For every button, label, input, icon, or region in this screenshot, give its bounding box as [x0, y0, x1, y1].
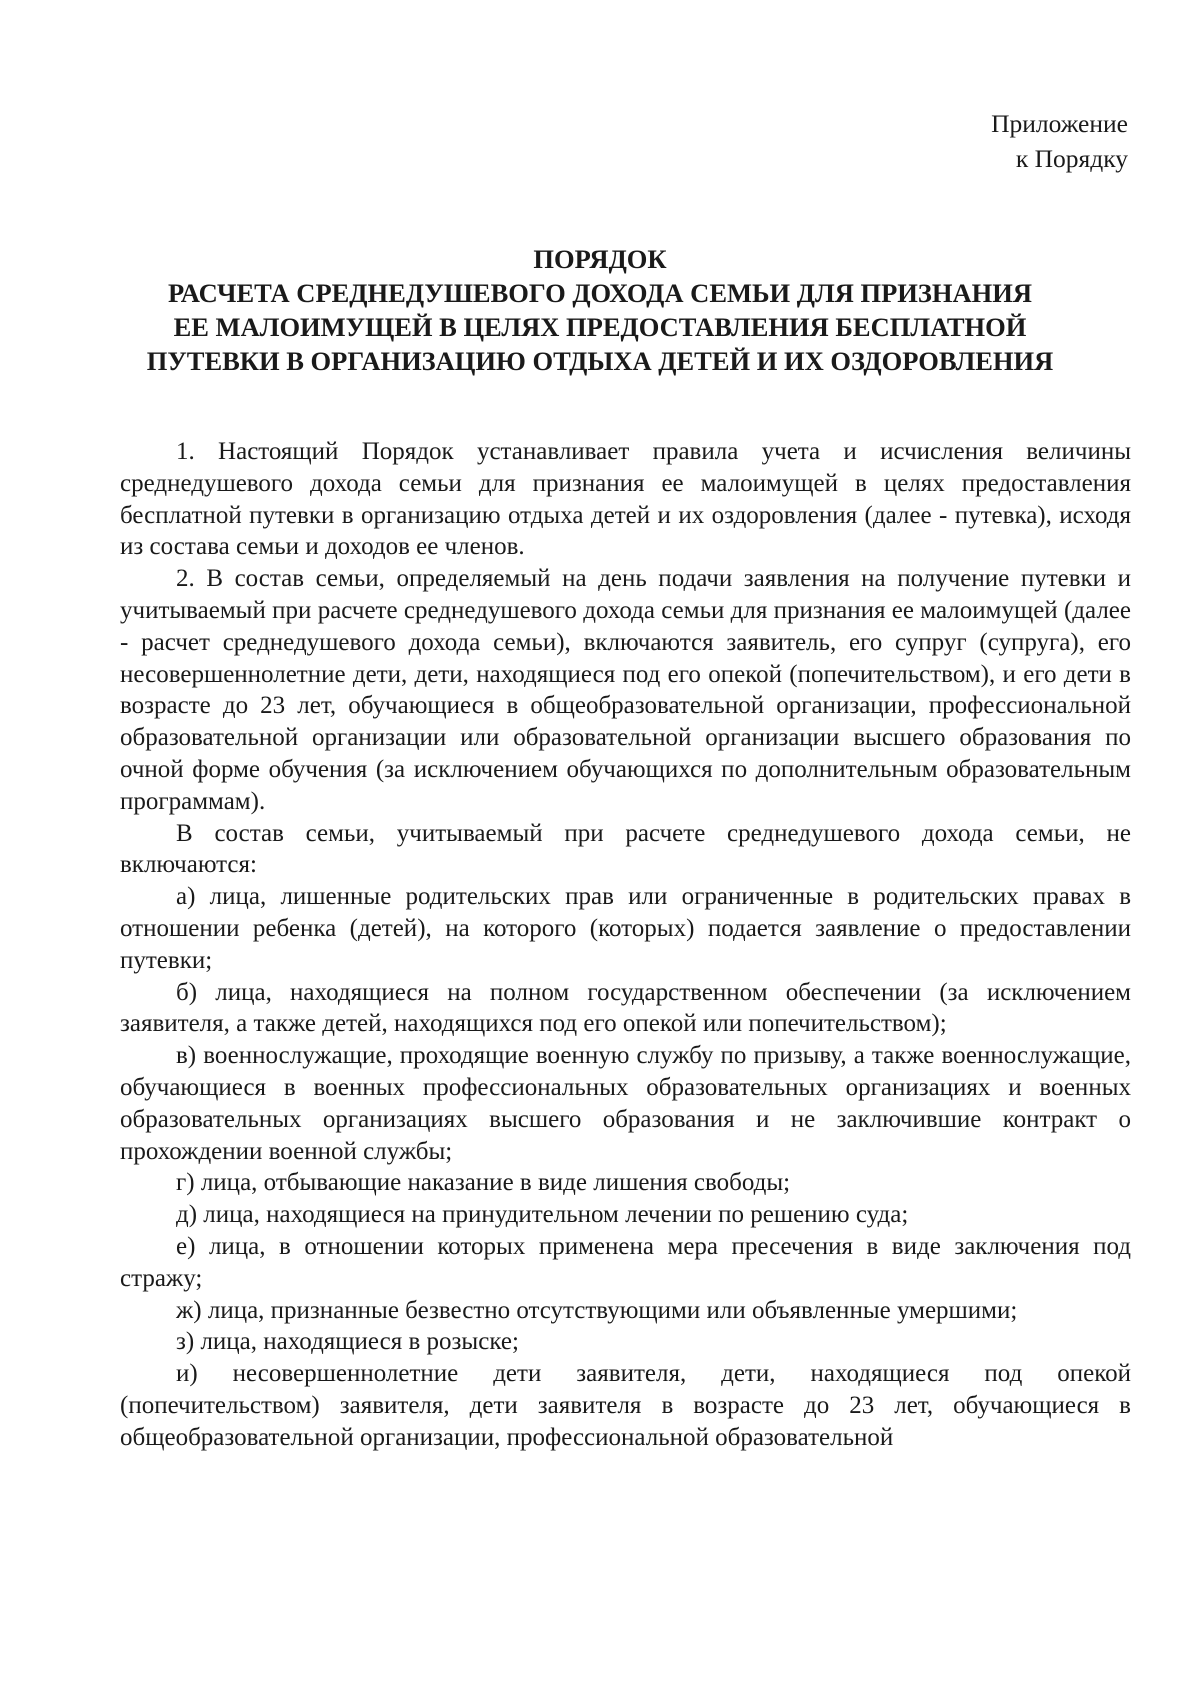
title-line-1: ПОРЯДОК	[533, 244, 667, 274]
title-line-4: ПУТЕВКИ В ОРГАНИЗАЦИЮ ОТДЫХА ДЕТЕЙ И ИХ ОЗДОРОВЛЕНИЯ	[146, 346, 1054, 376]
annex-header	[991, 106, 1128, 176]
list-item-v: в) военнослужащие, проходящие военную службу по призыву, а также военнослужащие, обучающиеся в военных профессиональных образовательных организациях и военных образовательных организациях высшего образования и не заключившие контракт о прохождении военной службы;	[120, 1042, 1131, 1165]
annex-line-1: Приложение	[991, 109, 1128, 138]
paragraph-2: 2. В состав семьи, определяемый на день подачи заявления на получение путевки и учитываемый при расчете среднедушевого дохода семьи для признания ее малоимущей (далее - расчет среднедушевого дохода семьи), включаются заявитель, его супруг (супруга), его несовершеннолетние дети, дети, находящиеся под его опекой (попечительством), и его дети в возрасте до 23 лет, обучающиеся в общеобразовательной организации, профессиональной образовательной организации или образовательной организации высшего образования по очной форме обучения (за исключением обучающихся по дополнительным образовательным программам).	[120, 565, 1131, 815]
list-item-zh: ж) лица, признанные безвестно отсутствующими или объявленные умершими;	[176, 1296, 1018, 1324]
list-item-a: а) лица, лишенные родительских прав или ограниченные в родительских правах в отношении ребенка (детей), на которого (которых) подается заявление о предоставлении путевки;	[120, 883, 1131, 974]
paragraph-1: 1. Настоящий Порядок устанавливает правила учета и исчисления величины среднедушевого дохода семьи для признания ее малоимущей в целях предоставления бесплатной путевки в организацию отдыха детей и их оздоровления (далее - путевка), исходя из состава семьи и доходов ее членов.	[120, 438, 1131, 561]
list-item-d: д) лица, находящиеся на принудительном лечении по решению суда;	[176, 1201, 909, 1229]
list-item-z: з) лица, находящиеся в розыске;	[176, 1328, 519, 1356]
title-line-2: РАСЧЕТА СРЕДНЕДУШЕВОГО ДОХОДА СЕМЬИ ДЛЯ ПРИЗНАНИЯ	[167, 278, 1033, 308]
annex-line-2: к Порядку	[1015, 144, 1128, 173]
title-line-3: ЕЕ МАЛОИМУЩЕЙ В ЦЕЛЯХ ПРЕДОСТАВЛЕНИЯ БЕСПЛАТНОЙ	[173, 312, 1027, 342]
list-item-i: и) несовершеннолетние дети заявителя, дети, находящиеся под опекой (попечительством) заявителя, дети заявителя в возрасте до 23 лет, обучающиеся в общеобразовательной организации, профессиональной образовательной	[120, 1360, 1131, 1451]
list-item-b: б) лица, находящиеся на полном государственном обеспечении (за исключением заявителя, а также детей, находящихся под его опекой или попечительством);	[120, 978, 1131, 1038]
list-item-e: е) лица, в отношении которых применена мера пресечения в виде заключения под стражу;	[120, 1232, 1131, 1292]
document-title	[100, 242, 1100, 378]
document-body	[120, 436, 1131, 1454]
paragraph-exclusions-intro: В состав семьи, учитываемый при расчете среднедушевого дохода семьи, не включаются:	[120, 819, 1131, 879]
list-item-g: г) лица, отбывающие наказание в виде лишения свободы;	[176, 1169, 791, 1197]
